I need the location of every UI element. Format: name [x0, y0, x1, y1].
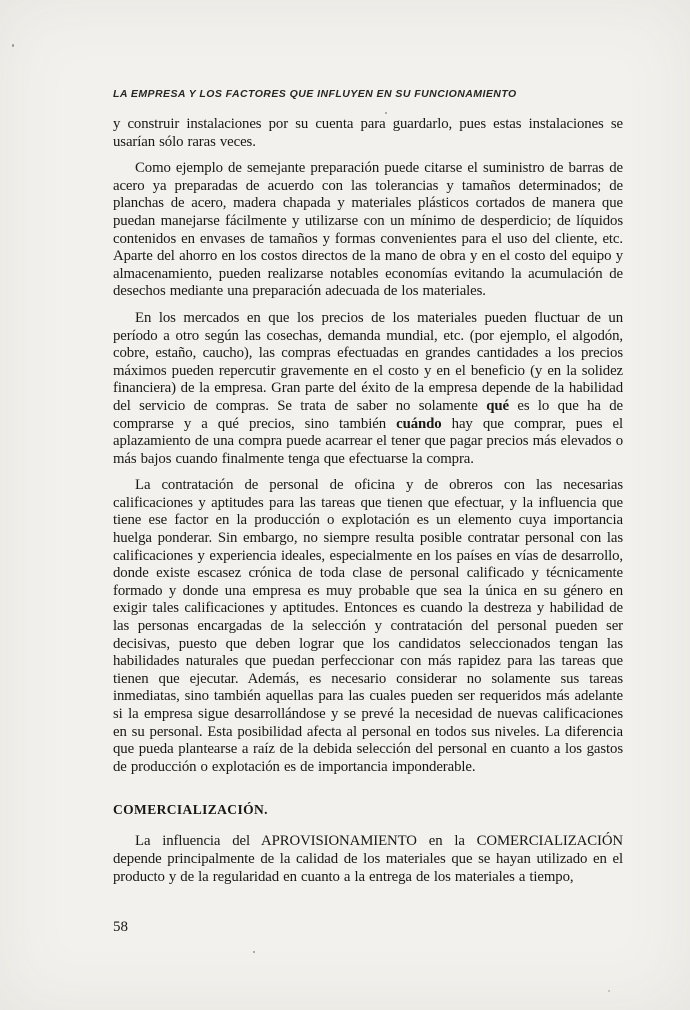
body-text — [113, 116, 623, 886]
scan-speck — [253, 951, 255, 953]
paragraph-text: La influencia del APROVISIONAMIENTO en la COMERCIALIZACIÓN depende principalmente de la calidad de los materiales que se hayan utilizado en el producto y de la regularidad en cuanto a la entrega de los materiales a tiempo, — [113, 833, 623, 885]
paragraph-text: y construir instalaciones por su cuenta para guardarlo, pues estas instalaciones se usarían sólo raras veces. — [113, 116, 623, 150]
body-paragraph — [113, 116, 623, 151]
bold-term: qué — [486, 397, 509, 414]
paragraph-text: Como ejemplo de semejante preparación puede citarse el suministro de barras de acero ya preparadas de acuerdo con las tolerancias y tamaños determinados; de planchas de acero, madera chapada y materiales plásticos cortados de manera que puedan manejarse fácilmente y utilizarse con un mínimo de desperdicio; de líquidos contenidos en envases de tamaños y formas convenientes para el uso del cliente, etc. Aparte del ahorro en los costos directos de la mano de obra y en el costo del equipo y almacenamiento, pueden realizarse notables economías evitando la acumulación de desechos mediante una preparación adecuada de los materiales. — [113, 160, 623, 300]
paragraph-text: La contratación de personal de oficina y de obreros con las necesarias calificaciones y aptitudes para las tareas que tienen que efectuar, y la influencia que tiene ese factor en la producción o explotación es un elemento cuya importancia huelga ponderar. Sin embargo, no siempre resulta posible contratar personal con las calificaciones y experiencia ideales, especialmente en los países en vías de desarrollo, donde existe escasez crónica de toda clase de personal calificado y técnicamente formado y donde una empresa es muy probable que sea la única en su género en exigir tales calificaciones y aptitudes. Entonces es cuando la destreza y habilidad de las personas encargadas de la selección y contratación del personal pueden ser decisivas, puesto que deben lograr que los candidatos seleccionados tengan las habilidades naturales que puedan perfeccionar con más rapidez para las tareas que tienen que ejecutar. Además, es necesario considerar no solamente sus tareas inmediatas, sino también aquellas para las cuales pueden ser requeridos más adelante si la empresa sigue desarrollándose y se prevé la necesidad de nuevas calificaciones en su personal. Esta posibilidad afecta al personal en todos sus niveles. La diferencia que pueda plantearse a raíz de la debida selección del personal en cuanto a los gastos de producción o explotación es de importancia imponderable. — [113, 477, 623, 775]
scan-speck — [12, 44, 14, 47]
running-header: LA EMPRESA Y LOS FACTORES QUE INFLUYEN EN SU FUNCIONAMIENTO — [113, 88, 517, 100]
body-paragraph — [113, 310, 623, 468]
scan-speck — [385, 112, 387, 114]
scan-speck — [608, 990, 610, 992]
body-paragraph — [113, 477, 623, 776]
paragraph-text: hay que comprar, pues el aplazamiento de una compra puede acarrear el tener que pagar precios más elevados o más bajos cuando finalmente tenga que efectuarse la compra. — [113, 415, 623, 467]
bold-term: cuándo — [396, 415, 442, 432]
paragraph-text: En los mercados en que los precios de los materiales pueden fluctuar de un período a otro según las cosechas, demanda mundial, etc. (por ejemplo, el algodón, cobre, estaño, caucho), las compras efectuadas en grandes cantidades a los precios máximos pueden repercutir gravemente en el costo y en el beneficio (y en la solidez financiera) de la empresa. Gran parte del éxito de la empresa depende de la habilidad del servicio de compras. Se trata de saber no solamente — [113, 309, 623, 414]
section-heading: COMERCIALIZACIÓN. — [113, 802, 268, 818]
body-paragraph — [113, 833, 623, 886]
text-block — [113, 88, 623, 895]
page-number: 58 — [113, 919, 128, 935]
body-paragraph — [113, 160, 623, 301]
paragraph-text: es lo que ha de comprarse y a qué precios, sino también — [113, 397, 624, 432]
